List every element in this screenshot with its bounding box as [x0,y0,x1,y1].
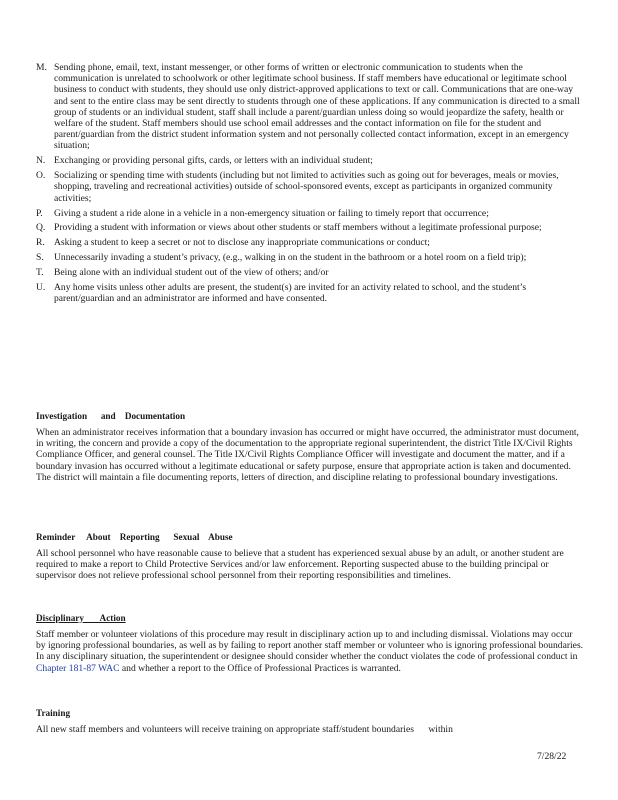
list-item [36,62,584,152]
list-item-text: Giving a student a ride alone in a vehicle in a non-emergency situation or failing to timely report that occurrence; [54,207,489,219]
list-item-text: Unnecessarily invading a student’s privacy, (e.g., walking in on the student in the bathroom or a hotel room on a field trip); [54,252,527,264]
list-item [36,170,584,204]
wac-chapter-link[interactable]: Chapter 181-87 WAC [36,662,120,674]
investigation-body: When an administrator receives information that a boundary invasion has occurred or might have occurred, the administrator must document, in writing, the concern and provide a copy of the documentation to the appropriate regional superintendent, the district Title IX/Civil Rights Compliance Officer, and general counsel. The Title IX/Civil Rights Compliance Officer will investigate and document the matter, and if a boundary invasion has occurred without a legitimate educational or safety purpose, ensure that appropriate action is taken and documented. The district will maintain a file documenting reports, letters of direction, and discipline relating to professional boundary investigations. [36,427,579,483]
list-item-text: Being alone with an individual student out of the view of others; and/or [54,267,329,279]
reminder-heading: Reminder About Reporting Sexual Abuse [36,532,233,542]
investigation-section [36,411,584,483]
list-item-letter: P. [36,207,43,219]
reminder-section [36,532,584,582]
list-item [36,208,584,219]
disciplinary-body-text-end: and whether a report to the Office of Professional Practices is warranted. [119,662,401,674]
list-item-text: Providing a student with information or views about other students or staff members without a legitimate professional purpose; [54,222,542,234]
training-section [36,708,584,735]
disciplinary-section [36,613,584,674]
prohibited-conduct-list [36,62,584,308]
disciplinary-heading: Disciplinary Action [36,613,126,623]
list-item [36,267,584,278]
list-item-letter: R. [36,237,45,249]
list-item [36,282,584,304]
revision-date: 7/28/22 [537,751,567,762]
list-item-letter: Q. [36,222,46,234]
training-body: All new staff members and volunteers will receive training on appropriate staff/student boundaries within [36,724,453,735]
list-item-text: Socializing or spending time with students (including but not limited to activities such as going out for beverages, meals or movies, shopping, traveling and recreational activities) outside of school-sponsored events, except as participants in organized community activities; [54,170,559,204]
list-item-letter: M. [36,62,47,73]
disciplinary-body [36,629,584,674]
list-item [36,237,584,248]
training-heading: Training [36,708,71,718]
list-item-letter: O. [36,170,46,182]
investigation-heading: Investigation and Documentation [36,411,186,421]
list-item-text: Asking a student to keep a secret or not to disclose any inappropriate communications or conduct; [54,237,430,249]
list-item-text: Any home visits unless other adults are present, the student(s) are invited for an activity related to school, and the student’s parent/guardian and an administrator are informed and have consented. [54,281,527,305]
reminder-body: All school personnel who have reasonable cause to believe that a student has experienced sexual abuse by an adult, or another student are required to make a report to Child Protective Services and/or law enforcement. Reporting suspected abuse to the building principal or supervisor does not relieve professional school personnel from their reporting responsibilities and timelines. [36,548,564,582]
disciplinary-body-text: Staff member or volunteer violations of this procedure may result in disciplinary action up to and including dismissal. Violations may occur by ignoring professional boundaries, as well as by failing to report another staff member or volunteer who is ignoring professional boundaries. In any disciplinary situation, the superintendent or designee should consider whether the conduct violates the code of professional conduct in [36,629,584,663]
list-item [36,222,584,233]
list-item-letter: N. [36,155,46,167]
list-item [36,252,584,263]
list-item [36,155,584,166]
list-item-letter: T. [36,267,44,279]
list-item-text: Exchanging or providing personal gifts, cards, or letters with an individual student; [54,155,373,167]
list-item-letter: S. [36,252,44,264]
list-item-text: Sending phone, email, text, instant messenger, or other forms of written or electronic communication to students when the communication is unrelated to schoolwork or other legitimate school business. If staff members have educational or legitimate school business to conduct with students, they should use only district-approved applications to text or call. Communications that are one-way and sent to the entire class may be sent directly to students through one of these applications. If any communication is directed to a small group of students or an individual student, staff shall include a parent/guardian unless doing so would jeopardize the safety, health or welfare of the student. Staff members should use school email addresses and the contact information on file for the student and parent/guardian from the district student information system and not personally collected contact information, except in an emergency situation; [54,62,580,152]
list-item-letter: U. [36,281,46,293]
